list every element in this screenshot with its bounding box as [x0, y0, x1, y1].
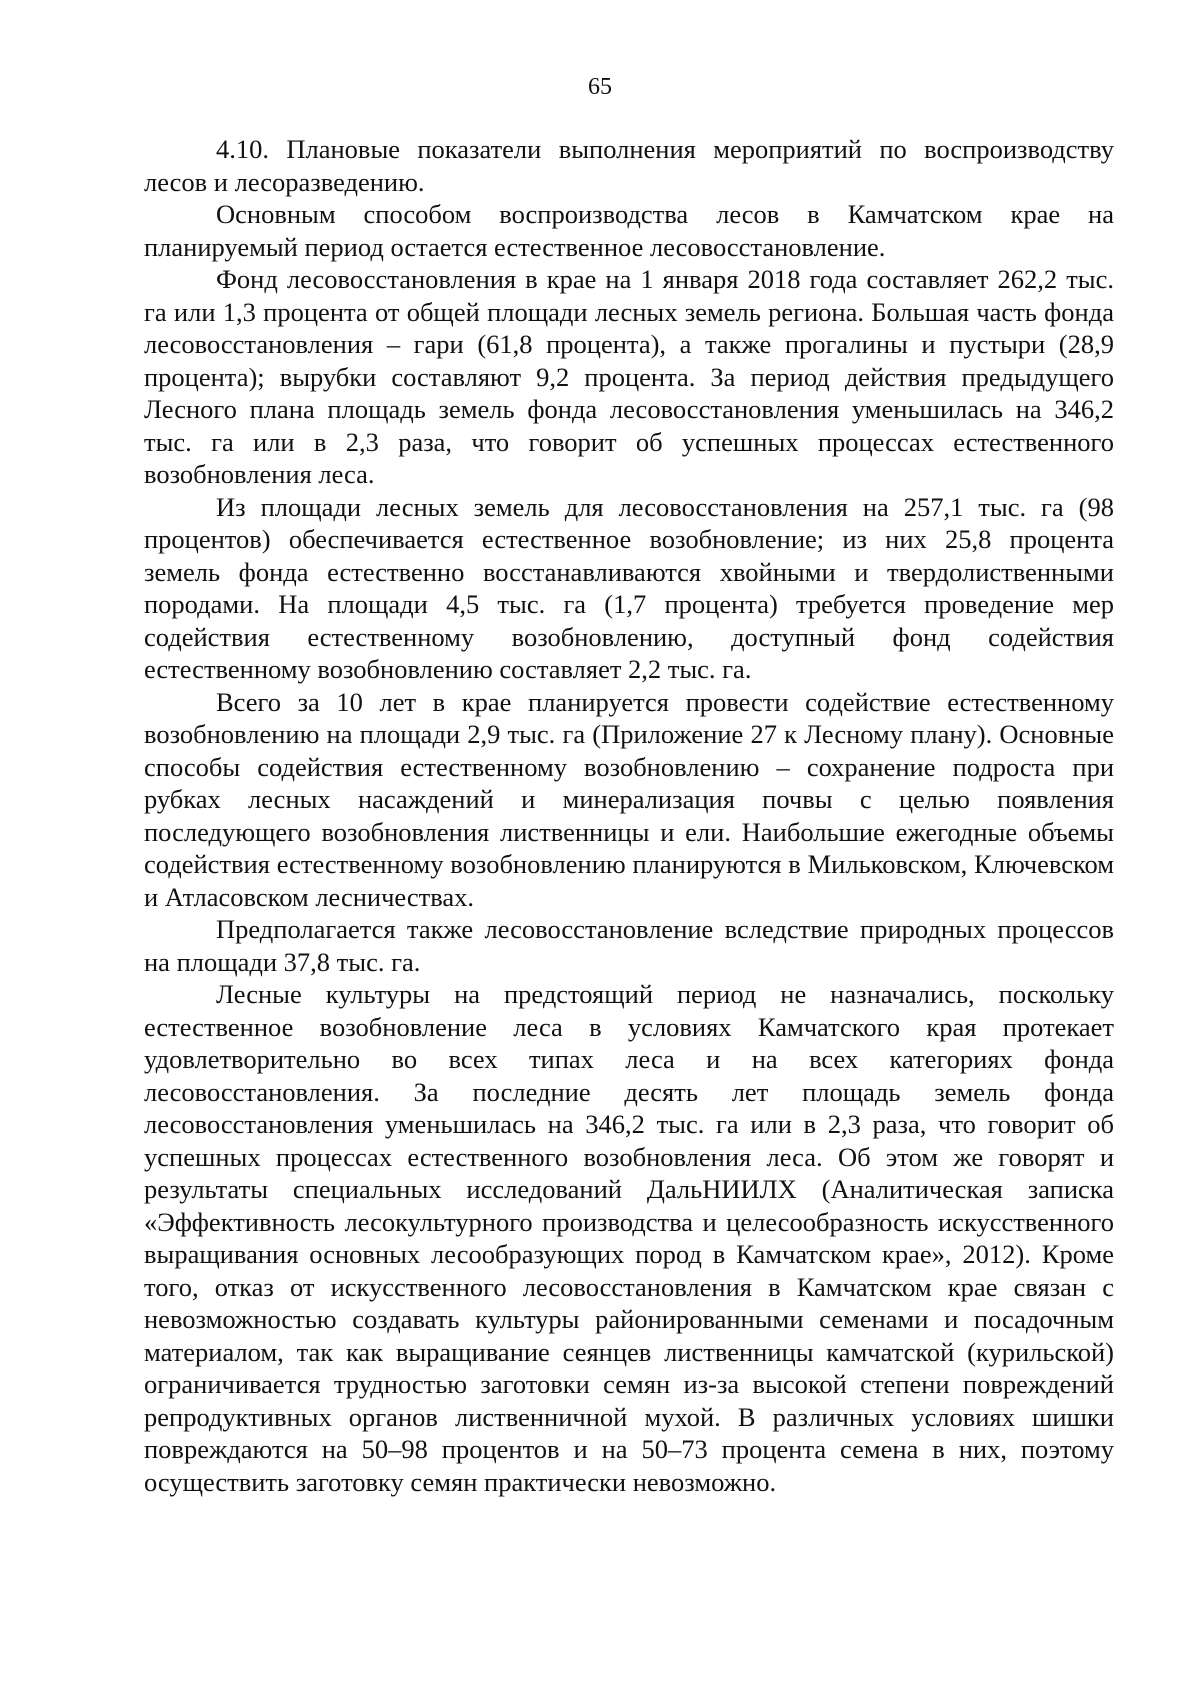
body-paragraph: Предполагается также лесовосстановление вследствие природных процессов на площади 37,8 тыс. га. — [144, 914, 1114, 977]
section-heading-paragraph: 4.10. Плановые показатели выполнения мероприятий по воспроизводству лесов и лесоразведению. — [144, 134, 1114, 197]
body-paragraph: Фонд лесовосстановления в крае на 1 января 2018 года составляет 262,2 тыс. га или 1,3 процента от общей площади лесных земель региона. Большая часть фонда лесовосстановления – гари (61,8 процента), а также прогалины и пустыри (28,9 процента); вырубки составляют 9,2 процента. За период действия предыдущего Лесного плана площадь земель фонда лесовосстановления уменьшилась на 346,2 тыс. га или в 2,3 раза, что говорит об успешных процессах естественного возобновления леса. — [144, 264, 1114, 489]
body-paragraph: Всего за 10 лет в крае планируется провести содействие естественному возобновлению на площади 2,9 тыс. га (Приложение 27 к Лесному плану). Основные способы содействия естественному возобновлению – сохранение подроста при рубках лесных насаждений и минерализация почвы с целью появления последующего возобновления лиственницы и ели. Наибольшие ежегодные объемы содействия естественному возобновлению планируются в Мильковском, Ключевском и Атласовском лесничествах. — [144, 686, 1114, 912]
page-number: 65 — [588, 74, 612, 100]
body-paragraph: Основным способом воспроизводства лесов в Камчатском крае на планируемый период остается естественное лесовосстановление. — [144, 199, 1114, 262]
body-paragraph: Из площади лесных земель для лесовосстановления на 257,1 тыс. га (98 процентов) обеспечивается естественное возобновление; из них 25,8 процента земель фонда естественно восстанавливаются хвойными и твердолиственными породами. На площади 4,5 тыс. га (1,7 процента) требуется проведение мер содействия естественному возобновлению, доступный фонд содействия естественному возобновлению составляет 2,2 тыс. га. — [144, 491, 1114, 684]
body-paragraph: Лесные культуры на предстоящий период не назначались, поскольку естественное возобновление леса в условиях Камчатского края протекает удовлетворительно во всех типах леса и на всех категориях фонда лесовосстановления. За последние десять лет площадь земель фонда лесовосстановления уменьшилась на 346,2 тыс. га или в 2,3 раза, что говорит об успешных процессах естественного возобновления леса. Об этом же говорят и результаты специальных исследований ДальНИИЛХ (Аналитическая записка «Эффективность лесокультурного производства и целесообразность искусственного выращивания основных лесообразующих пород в Камчатском крае», 2012). Кроме того, отказ от искусственного лесовосстановления в Камчатском крае связан с невозможностью создавать культуры районированными семенами и посадочным материалом, так как выращивание сеянцев лиственницы камчатской (курильской) ограничивается трудностью заготовки семян из-за высокой степени повреждений репродуктивных органов лиственничной мухой. В различных условиях шишки повреждаются на 50–98 процентов и на 50–73 процента семена в них, поэтому осуществить заготовку семян практически невозможно. — [144, 979, 1114, 1497]
document-body — [144, 133, 1114, 1498]
